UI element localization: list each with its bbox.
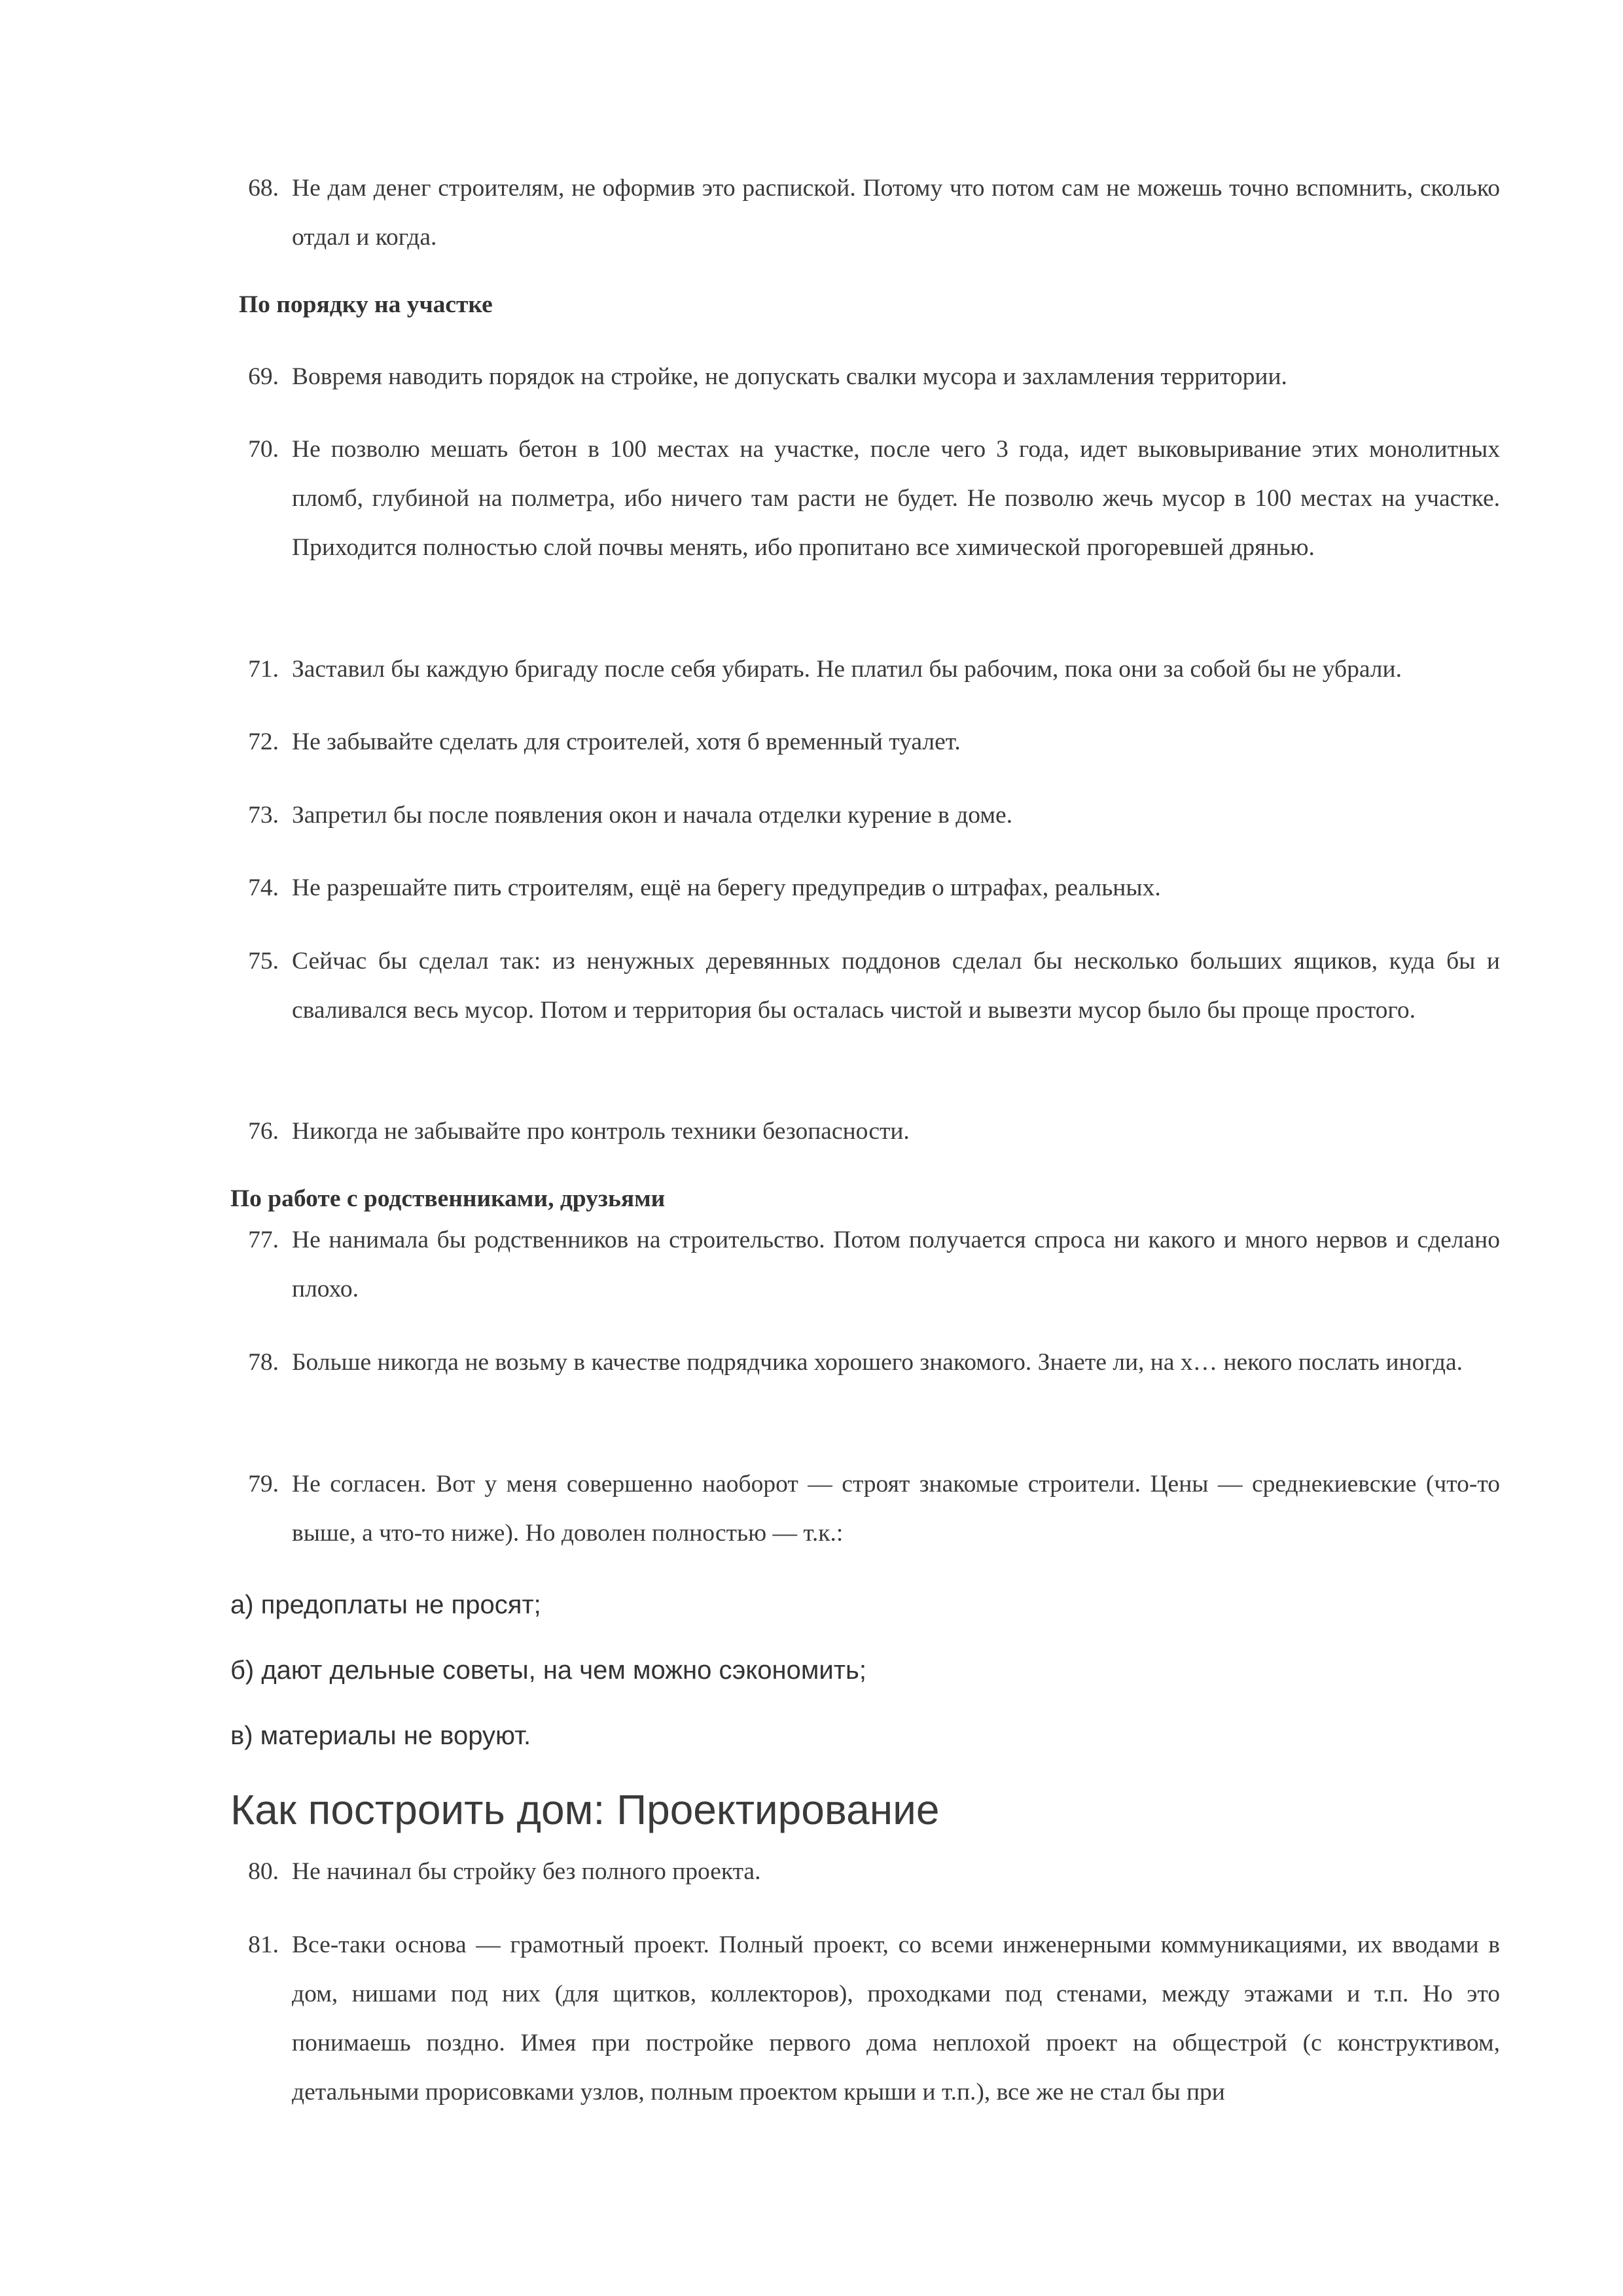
- list-number: 79.: [248, 1471, 279, 1498]
- list-number: 81.: [248, 1931, 279, 1958]
- list-number: 80.: [248, 1858, 279, 1885]
- list-item-80: [229, 1847, 1500, 1896]
- list-item-77: [229, 1215, 1500, 1314]
- list-number: 76.: [248, 1118, 279, 1145]
- sublist-item-b: б) дают дельные советы, на чем можно сэкономить;: [230, 1656, 866, 1685]
- list-item-78: [229, 1338, 1500, 1387]
- list-number: 68.: [248, 175, 279, 202]
- list-number: 73.: [248, 802, 279, 829]
- list-number: 69.: [248, 363, 279, 390]
- list-item-text: Сейчас бы сделал так: из ненужных деревянных поддонов сделал бы несколько больших ящиков, куда бы и сваливался весь мусор. Потом и территория бы осталась чистой и вывезти мусор было бы проще простого.: [292, 948, 1500, 1024]
- list-item-75: [229, 937, 1500, 1035]
- list-item-text: Запретил бы после появления окон и начала отделки курение в доме.: [292, 802, 1013, 829]
- list-item-text: Не нанимала бы родственников на строительство. Потом получается спроса ни какого и много нервов и сделано плохо.: [292, 1227, 1500, 1302]
- list-item-69: [229, 352, 1500, 401]
- list-number: 74.: [248, 874, 279, 901]
- list-item-81: [229, 1920, 1500, 2117]
- sublist-item-a: а) предоплаты не просят;: [230, 1590, 541, 1619]
- subheading-relatives-friends: По работе с родственниками, друзьями: [230, 1185, 666, 1212]
- section-heading: Как построить дом: Проектирование: [230, 1786, 940, 1833]
- list-item-text: Больше никогда не возьму в качестве подрядчика хорошего знакомого. Знаете ли, на х… некого послать иногда.: [292, 1349, 1463, 1376]
- list-number: 72.: [248, 728, 279, 755]
- list-item-73: [229, 791, 1500, 840]
- list-number: 71.: [248, 656, 279, 683]
- list-item-text: Не разрешайте пить строителям, ещё на берегу предупредив о штрафах, реальных.: [292, 874, 1161, 901]
- list-item-text: Не позволю мешать бетон в 100 местах на участке, после чего 3 года, идет выковыривание этих монолитных пломб, глубиной на полметра, ибо ничего там расти не будет. Не позволю жечь мусор в 100 местах на участке. Приходится полностью слой почвы менять, ибо пропитано все химической прогоревшей дрянью.: [292, 436, 1500, 561]
- list-item-text: Не согласен. Вот у меня совершенно наоборот — строят знакомые строители. Цены — среднекиевские (что-то выше, а что-то ниже). Но доволен полностью — т.к.:: [292, 1471, 1500, 1547]
- list-number: 70.: [248, 436, 279, 463]
- list-item-76: [229, 1107, 1500, 1156]
- list-item-71: [229, 645, 1500, 694]
- list-item-text: Не дам денег строителям, не оформив это распиской. Потому что потом сам не можешь точно вспомнить, сколько отдал и когда.: [292, 175, 1500, 251]
- subheading-order-on-site: По порядку на участке: [239, 291, 493, 318]
- list-item-text: Никогда не забывайте про контроль техники безопасности.: [292, 1118, 910, 1145]
- list-number: 78.: [248, 1349, 279, 1376]
- sublist-item-c: в) материалы не воруют.: [230, 1721, 531, 1750]
- list-item-79: [229, 1460, 1500, 1558]
- list-item-68: [229, 164, 1500, 262]
- list-item-72: [229, 717, 1500, 766]
- list-item-text: Не забывайте сделать для строителей, хотя б временный туалет.: [292, 728, 961, 755]
- list-item-70: [229, 425, 1500, 572]
- list-number: 75.: [248, 948, 279, 975]
- list-item-74: [229, 863, 1500, 912]
- list-item-text: Вовремя наводить порядок на стройке, не допускать свалки мусора и захламления территории.: [292, 363, 1287, 390]
- list-number: 77.: [248, 1227, 279, 1253]
- list-item-text: Все-таки основа — грамотный проект. Полный проект, со всеми инженерными коммуникациями, их вводами в дом, нишами под них (для щитков, коллекторов), проходками под стенами, между этажами и т.п. Но это понимаешь поздно. Имея при постройке первого дома неплохой проект на общестрой (с конструктивом, детальными прорисовками узлов, полным проектом крыши и т.п.), все же не стал бы при: [292, 1931, 1500, 2106]
- list-item-text: Не начинал бы стройку без полного проекта.: [292, 1858, 761, 1885]
- list-item-text: Заставил бы каждую бригаду после себя убирать. Не платил бы рабочим, пока они за собой бы не убрали.: [292, 656, 1402, 683]
